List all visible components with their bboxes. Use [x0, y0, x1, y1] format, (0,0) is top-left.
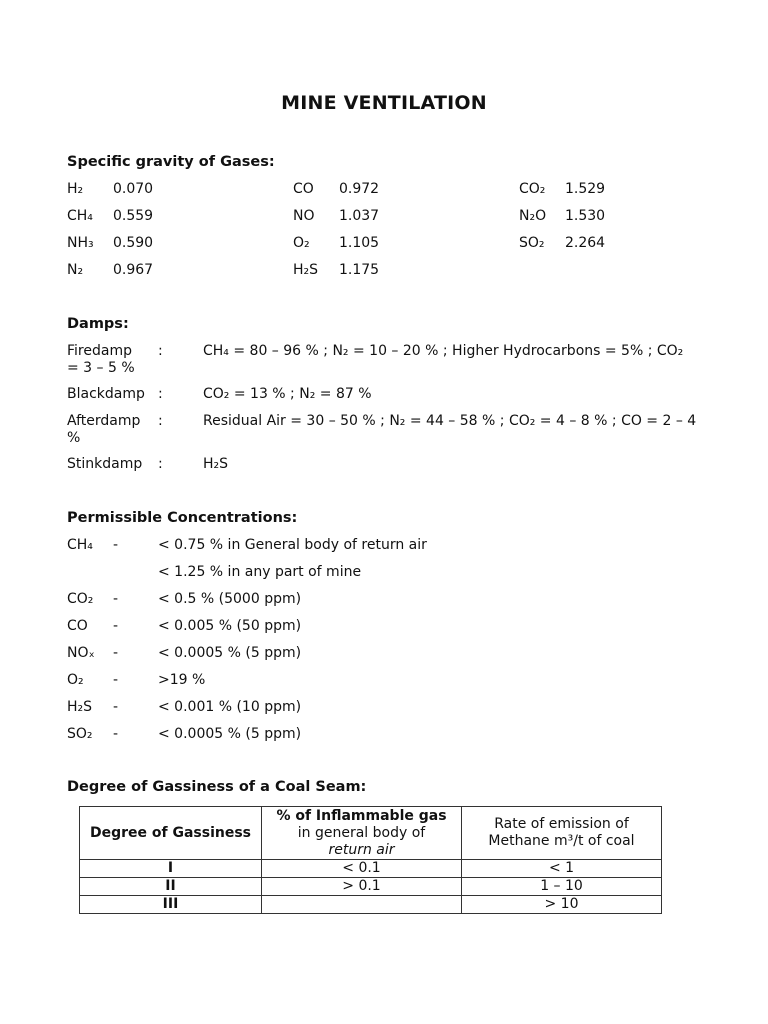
degree-cell: I	[80, 860, 262, 878]
degree-cell: II	[80, 878, 262, 896]
permissible-heading: Permissible Concentrations:	[67, 510, 298, 526]
gas-cell: < 0.1	[262, 860, 462, 878]
gravity-value: 1.037	[339, 208, 380, 224]
permissible-dash: -	[113, 645, 119, 661]
gravity-gas: N₂	[67, 262, 84, 278]
damp-separator: :	[158, 413, 163, 429]
damp-name: Firedamp	[67, 343, 132, 359]
gravity-value: 0.070	[113, 181, 154, 197]
gravity-gas: SO₂	[519, 235, 545, 251]
damps-heading: Damps:	[67, 316, 129, 332]
permissible-limit: < 0.005 % (50 ppm)	[158, 618, 302, 634]
permissible-dash: -	[113, 618, 119, 634]
gravity-gas: CH₄	[67, 208, 93, 224]
specific-gravity-heading: Specific gravity of Gases:	[67, 154, 275, 170]
gravity-gas: CO	[293, 181, 314, 197]
rate-cell: < 1	[462, 860, 662, 878]
header-text: in general body of	[297, 824, 426, 841]
gravity-value: 0.967	[113, 262, 154, 278]
gravity-value: 0.590	[113, 235, 154, 251]
table-row	[80, 896, 662, 914]
permissible-dash: -	[113, 537, 119, 553]
table-header-row	[80, 807, 662, 860]
permissible-limit: < 0.001 % (10 ppm)	[158, 699, 302, 715]
permissible-limit: < 1.25 % in any part of mine	[158, 564, 362, 580]
gravity-value: 0.559	[113, 208, 154, 224]
gas-cell	[262, 896, 462, 914]
gravity-gas: N₂O	[519, 208, 547, 224]
gas-cell: > 0.1	[262, 878, 462, 896]
gravity-gas: CO₂	[519, 181, 546, 197]
damp-name: Blackdamp	[67, 386, 145, 402]
table-row	[80, 860, 662, 878]
gravity-value: 1.105	[339, 235, 380, 251]
permissible-gas: CH₄	[67, 537, 93, 553]
permissible-limit: < 0.75 % in General body of return air	[158, 537, 427, 553]
permissible-limit: >19 %	[158, 672, 206, 688]
column-header-degree	[80, 807, 262, 860]
header-text: Rate of emission of	[494, 816, 629, 832]
header-text: % of Inflammable gas	[276, 807, 447, 824]
damp-description: Residual Air = 30 – 50 % ; N₂ = 44 – 58 % ; CO₂ = 4 – 8 % ; CO = 2 – 4 %	[67, 413, 697, 446]
header-text: return air	[328, 841, 395, 858]
permissible-dash: -	[113, 726, 119, 742]
permissible-gas: SO₂	[67, 726, 93, 742]
gassiness-table	[79, 806, 662, 914]
permissible-limit: < 0.0005 % (5 ppm)	[158, 645, 302, 661]
permissible-limit: < 0.5 % (5000 ppm)	[158, 591, 302, 607]
damp-name: Stinkdamp	[67, 456, 143, 472]
gassiness-heading: Degree of Gassiness of a Coal Seam:	[67, 779, 367, 795]
gravity-gas: NH₃	[67, 235, 94, 251]
rate-cell: 1 – 10	[462, 878, 662, 896]
gravity-gas: H₂S	[293, 262, 319, 278]
damp-separator: :	[158, 386, 163, 402]
permissible-dash: -	[113, 699, 119, 715]
damp-name: Afterdamp	[67, 413, 141, 429]
rate-cell: > 10	[462, 896, 662, 914]
permissible-gas: CO	[67, 618, 88, 634]
column-header-emission-rate	[462, 807, 662, 860]
damp-description: CO₂ = 13 % ; N₂ = 87 %	[203, 386, 372, 402]
permissible-dash: -	[113, 591, 119, 607]
gravity-gas: H₂	[67, 181, 84, 197]
permissible-gas: O₂	[67, 672, 84, 688]
gravity-value: 0.972	[339, 181, 380, 197]
gravity-gas: NO	[293, 208, 315, 224]
gravity-value: 1.530	[565, 208, 606, 224]
page-title: MINE VENTILATION	[281, 92, 487, 114]
gravity-gas: O₂	[293, 235, 310, 251]
damp-description: CH₄ = 80 – 96 % ; N₂ = 10 – 20 % ; Higher Hydrocarbons = 5% ; CO₂ = 3 – 5 %	[67, 343, 684, 376]
gravity-value: 2.264	[565, 235, 606, 251]
permissible-gas: CO₂	[67, 591, 94, 607]
damp-separator: :	[158, 343, 163, 359]
permissible-limit: < 0.0005 % (5 ppm)	[158, 726, 302, 742]
gravity-value: 1.175	[339, 262, 380, 278]
degree-cell: III	[80, 896, 262, 914]
header-text: Degree of Gassiness	[89, 824, 252, 841]
table-row	[80, 878, 662, 896]
gravity-value: 1.529	[565, 181, 606, 197]
damp-description: H₂S	[203, 456, 229, 472]
damp-separator: :	[158, 456, 163, 472]
permissible-gas: H₂S	[67, 699, 93, 715]
permissible-dash: -	[113, 672, 119, 688]
column-header-inflammable-gas	[262, 807, 462, 860]
permissible-gas: NOₓ	[67, 645, 95, 661]
header-text: Methane m³/t of coal	[488, 833, 635, 849]
